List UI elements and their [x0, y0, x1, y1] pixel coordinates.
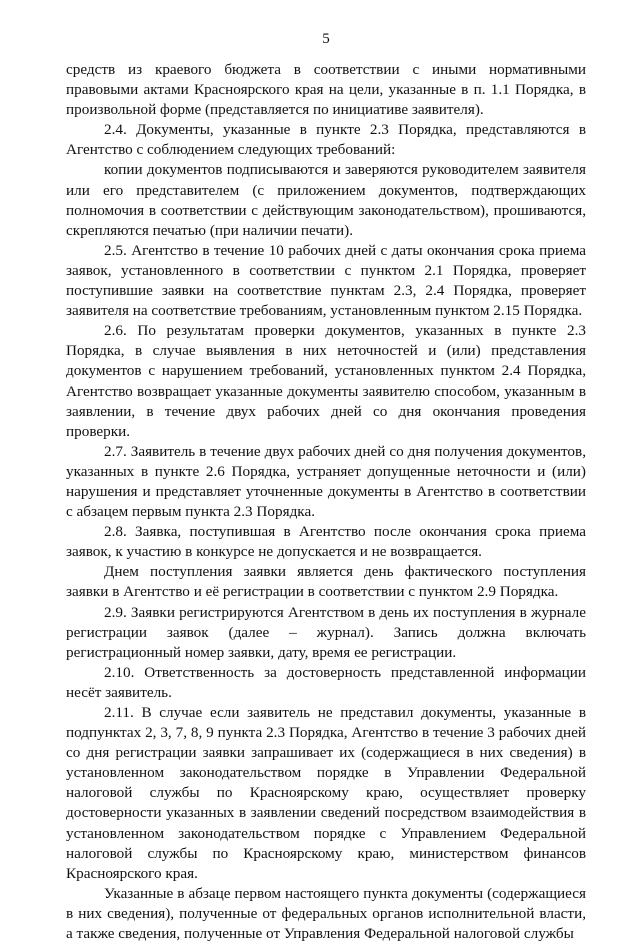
paragraph-2-8-receipt-day: Днем поступления заявки является день фактического поступления заявки в Агентство и её регистрации в соответствии с пунктом 2.9 Порядка.: [66, 563, 586, 601]
paragraph-2-10: 2.10. Ответственность за достоверность представленной информации несёт заявитель.: [66, 663, 586, 701]
paragraph-2-8: 2.8. Заявка, поступившая в Агентство после окончания срока приема заявок, к участию в конкурсе не допускается и не возвращается.: [66, 523, 586, 561]
paragraph-2-4: 2.4. Документы, указанные в пункте 2.3 Порядка, представляются в Агентство с соблюдением следующих требований:: [66, 121, 586, 159]
paragraph-continuation: средств из краевого бюджета в соответствии с иными нормативными правовыми актами Красноярского края на цели, указанные в п. 1.1 Порядка, в произвольной форме (представляется по инициативе заявителя).: [66, 61, 586, 119]
paragraph-2-6: 2.6. По результатам проверки документов, указанных в пункте 2.3 Порядка, в случае выявления в них неточностей и (или) представления документов с нарушением требований, установленных пунктом 2.4 Порядка, Агентство возвращает указанные документы заявителю способом, указанным в заявлении, в течение двух рабочих дней со дня окончания проведения проверки.: [66, 322, 586, 440]
document-page: [66, 30, 586, 944]
paragraph-2-11: 2.11. В случае если заявитель не представил документы, указанные в подпунктах 2, 3, 7, 8, 9 пункта 2.3 Порядка, Агентство в течение 3 рабочих дней со дня регистрации заявки запрашивает их (содержащиеся в них сведения) в установленном законодательством порядке в Управлении Федеральной налоговой службы по Красноярскому краю, осуществляет проверку достоверности указанных в заявлении сведений посредством взаимодействия в установленном законодательством порядке с Управлением Федеральной налоговой службы по Красноярскому краю, министерством финансов Красноярского края.: [66, 704, 586, 882]
paragraph-2-5: 2.5. Агентство в течение 10 рабочих дней с даты окончания срока приема заявок, установленного в соответствии с пунктом 2.1 Порядка, проверяет поступившие заявки на соответствие пунктам 2.3, 2.4 Порядка, проверяет заявителя на соответствие требованиям, установленным пунктом 2.15 Порядка.: [66, 241, 586, 320]
paragraph-2-7: 2.7. Заявитель в течение двух рабочих дней со дня получения документов, указанных в пункте 2.6 Порядка, устраняет допущенные неточности и (или) нарушения и представляет уточненные документы в Агентство в соответствии с абзацем первым пункта 2.3 Порядка.: [66, 442, 586, 521]
page-number: 5: [322, 31, 330, 47]
paragraph-2-9: 2.9. Заявки регистрируются Агентством в день их поступления в журнале регистрации заявок (далее – журнал). Запись должна включать регистрационный номер заявки, дату, время ее регистрации.: [66, 603, 586, 661]
paragraph-2-11-documents: Указанные в абзаце первом настоящего пункта документы (содержащиеся в них сведения), полученные от федеральных органов исполнительной власти, а также сведения, полученные от Управления Федеральной налоговой службы: [66, 884, 586, 943]
paragraph-2-4-requirements: копии документов подписываются и заверяются руководителем заявителя или его представителем (с приложением документов, подтверждающих полномочия в соответствии с действующим законодательством), прошиваются, скрепляются печатью (при наличии печати).: [66, 161, 586, 239]
